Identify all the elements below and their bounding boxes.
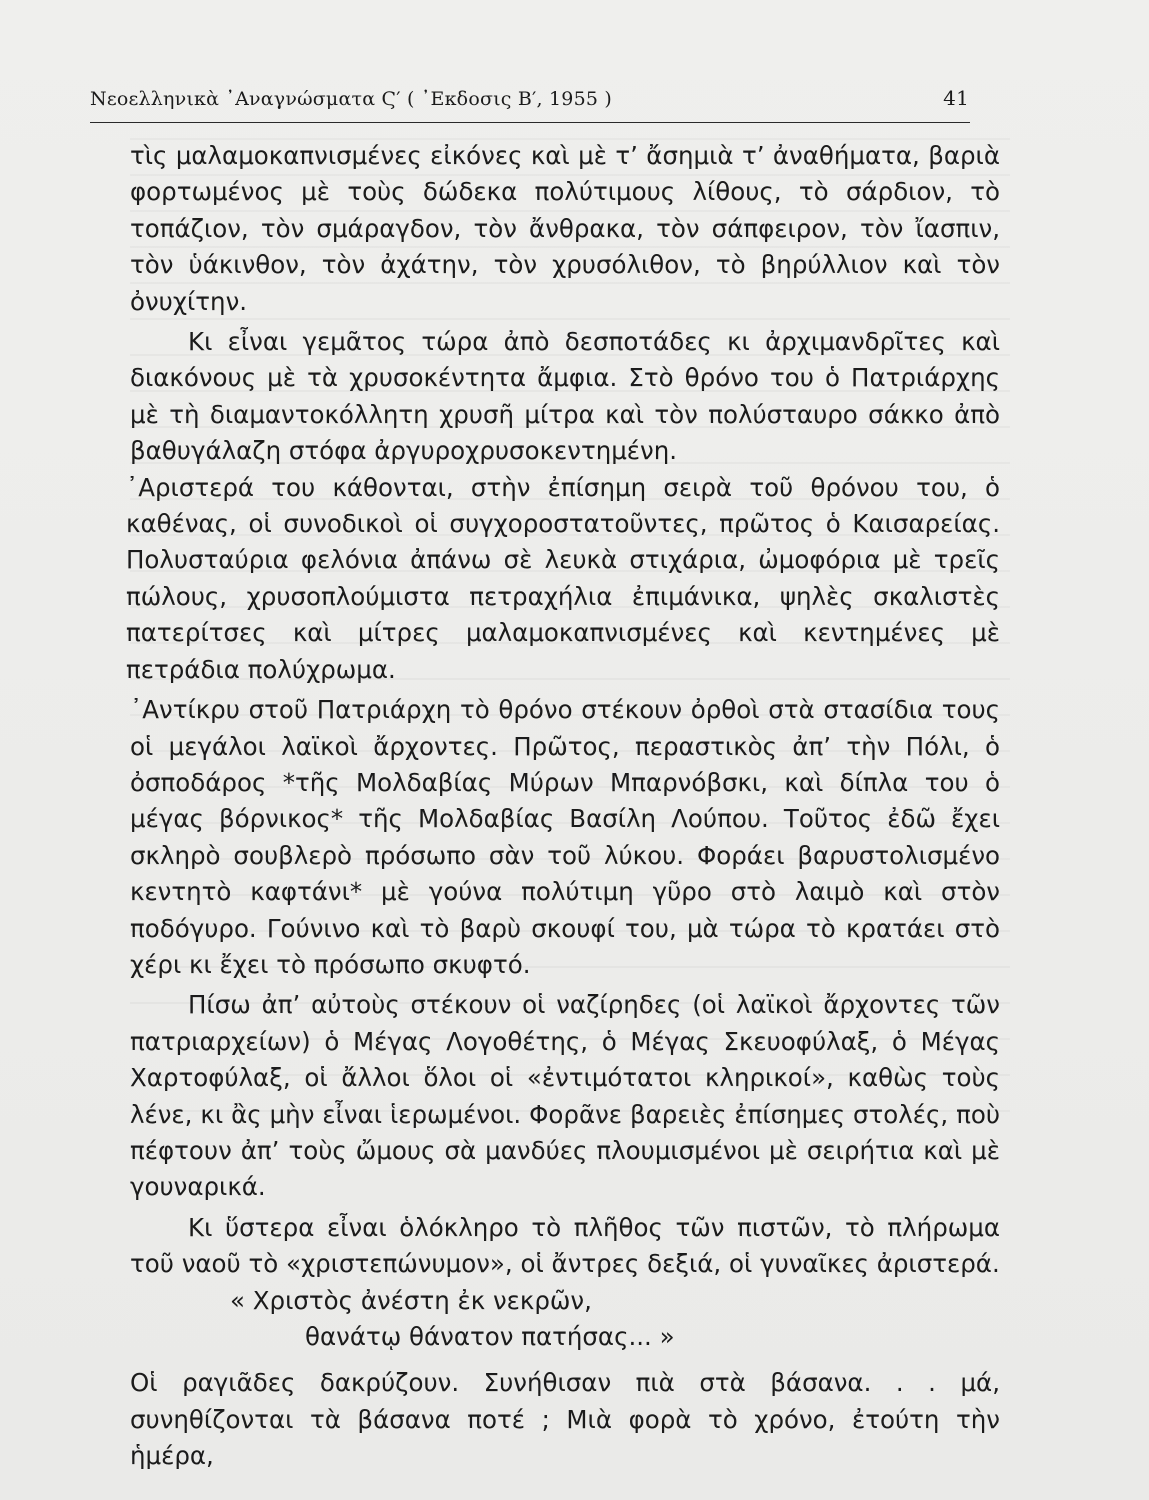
quote-line: « Χριστὸς ἀνέστη ἐκ νεκρῶν,	[230, 1285, 592, 1315]
paragraph: ᾿Αντίκρυ στοῦ Πατριάρχη τὸ θρόνο στέκουν ὀρθοὶ στὰ στασίδια τους οἱ μεγάλοι λαϊκοὶ ἄρχοντες. Πρῶτος, περαστικὸς ἀπ’ τὴν Πόλι, ὁ ὀσποδάρος *τῆς Μολδαβίας Μύρων Μπαρνόβσκι, καὶ δίπλα του ὁ μέγας βόρνικος* τῆς Μολδαβίας Βασίλη Λούπου. Τοῦτος ἐδῶ ἔχει σκληρὸ σουβλερὸ πρόσωπο σὰν τοῦ λύκου. Φοράει βαρυστολισμένο κεντητὸ καφτάνι* μὲ γούνα πολύτιμη γῦρο στὸ λαιμὸ καὶ στὸν ποδόγυρο. Γούνινο καὶ τὸ βαρὺ σκουφί του, μὰ τώρα τὸ κρατάει στὸ χέρι κι ἔχει τὸ πρόσωπο σκυφτό.	[130, 695, 1000, 979]
body-text	[126, 138, 1000, 1475]
page-number: 41	[943, 86, 969, 110]
paragraph: τὶς μαλαμοκαπνισμένες εἰκόνες καὶ μὲ τ’ ἄσημιὰ τ’ ἀναθήματα, βαριὰ φορτωμένος μὲ τοὺς δώδεκα πολύτιμους λίθους, τὸ σάρδιον, τὸ τοπάζιον, τὸν σμάραγδον, τὸν ἄνθρακα, τὸν σάπφειρον, τὸν ἴασπιν, τὸν ὑάκινθον, τὸν ἀχάτην, τὸν χρυσόλιθον, τὸ βηρύλλιον καὶ τὸν ὀνυχίτην.	[130, 141, 1000, 316]
hymn-quote	[130, 1283, 1000, 1356]
running-title: Νεοελληνικὰ ᾿Αναγνώσματα Ϛ′ ( ᾿Εκδοσις Β′, 1955 )	[90, 88, 613, 110]
quote-line: θανάτῳ θάνατον πατήσας... »	[305, 1322, 675, 1351]
paragraph: ᾿Αριστερά του κάθονται, στὴν ἐπίσημη σειρὰ τοῦ θρόνου του, ὁ καθένας, οἱ συνοδικοὶ οἱ συγχοροστατοῦντες, πρῶτος ὁ Καισαρείας. Πολυσταύρια φελόνια ἀπάνω σὲ λευκὰ στιχάρια, ὠμοφόρια μὲ τρεῖς πώλους, χρυσοπλούμιστα πετραχήλια ἐπιμάνικα, ψηλὲς σκαλιστὲς πατερίτσες καὶ μίτρες μαλαμοκαπνισμένες καὶ κεντημένες μὲ πετράδια πολύχρωμα.	[126, 472, 1000, 684]
paragraph: Πίσω ἀπ’ αὐτοὺς στέκουν οἱ ναζίρηδες (οἱ λαϊκοὶ ἄρχοντες τῶν πατριαρχείων) ὁ Μέγας Λογοθέτης, ὁ Μέγας Σκευοφύλαξ, ὁ Μέγας Χαρτοφύλαξ, οἱ ἄλλοι ὅλοι οἱ «ἐντιμότατοι κληρικοί», καθὼς τοὺς λένε, κι ἂς μὴν εἶναι ἱερωμένοι. Φορᾶνε βαρειὲς ἐπίσημες στολές, ποὺ πέφτουν ἀπ’ τοὺς ὤμους σὰ μανδύες πλουμισμένοι μὲ σειρήτια καὶ μὲ γουναρικά.	[130, 990, 1000, 1202]
running-header	[90, 86, 969, 116]
paragraph: Κι ὕστερα εἶναι ὁλόκληρο τὸ πλῆθος τῶν πιστῶν, τὸ πλήρωμα τοῦ ναοῦ τὸ «χριστεπώνυμον», οἱ ἄντρες δεξιά, οἱ γυναῖκες ἀριστερά.	[130, 1212, 1000, 1279]
header-rule	[90, 122, 970, 123]
paragraph: Κι εἶναι γεμᾶτος τώρα ἀπὸ δεσποτάδες κι ἀρχιμανδρῖτες καὶ διακόνους μὲ τὰ χρυσοκέντητα ἄμφια. Στὸ θρόνο του ὁ Πατριάρχης μὲ τὴ διαμαντοκόλλητη χρυσῆ μίτρα καὶ τὸν πολύσταυρο σάκκο ἀπὸ βαθυγάλαζη στόφα ἀργυροχρυσοκεντημένη.	[130, 327, 1000, 466]
paragraph: Οἱ ραγιᾶδες δακρύζουν. Συνήθισαν πιὰ στὰ βάσανα. . . μά, συνηθίζονται τὰ βάσανα ποτέ ; Μιὰ φορὰ τὸ χρόνο, ἐτούτη τὴν ἡμέρα,	[130, 1368, 1000, 1471]
